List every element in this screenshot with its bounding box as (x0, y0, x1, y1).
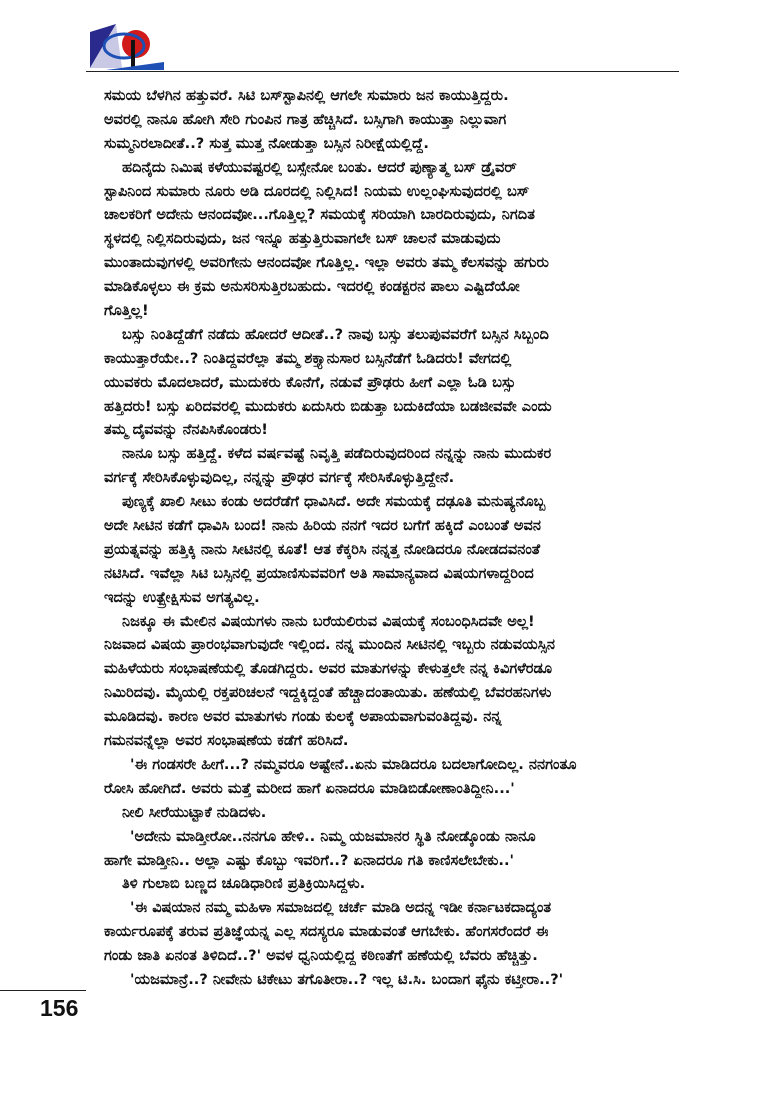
text-line: ಕಾಯುತ್ತಾರೆಯೇ..? ನಿಂತಿದ್ದವರೆಲ್ಲಾ ತಮ್ಮ ಶಕ್ತ್ಯಾನುಸಾರ ಬಸ್ಸಿನೆಡೆಗೆ ಓಡಿದರು! ವೇಗದಲ್ಲಿ (104, 349, 512, 367)
text-line: ವರ್ಗಕ್ಕೆ ಸೇರಿಸಿಕೊಳ್ಳುವುದಿಲ್ಲ, ನನ್ನನ್ನು ಪ್ರೌಢರ ವರ್ಗಕ್ಕೆ ಸೇರಿಸಿಕೊಳ್ಳುತ್ತಿದ್ದೇನೆ. (104, 469, 455, 487)
text-line: ಸಮಯ ಬೆಳಗಿನ ಹತ್ತುವರೆ. ಸಿಟಿ ಬಸ್‌ಸ್ಟಾಪಿನಲ್ಲಿ ಆಗಲೇ ಸುಮಾರು ಜನ ಕಾಯುತ್ತಿದ್ದರು. (104, 87, 509, 104)
page-number: 156 (40, 995, 79, 1021)
text-line: ಸ್ಥಳದಲ್ಲಿ ನಿಲ್ಲಿಸದಿರುವುದು, ಜನ ಇನ್ನೂ ಹತ್ತುತ್ತಿರುವಾಗಲೇ ಬಸ್ ಚಾಲನೆ ಮಾಡುವುದು (104, 230, 501, 248)
book-logo-icon (86, 22, 166, 72)
text-line: 'ಈ ವಿಷಯಾನ ನಮ್ಮ ಮಹಿಳಾ ಸಮಾಜದಲ್ಲಿ ಚರ್ಚೆ ಮಾಡಿ ಅದನ್ನ ಇಡೀ ಕರ್ನಾಟಕದಾದ್ಯಂತ (130, 899, 552, 917)
text-line: ಹಾಗೇ ಮಾಡ್ತೀನಿ.. ಅಲ್ಲಾ ಎಷ್ಟು ಕೊಬ್ಬು ಇವರಿಗೆ..? ಏನಾದರೂ ಗತಿ ಕಾಣಿಸಲೇಬೇಕು..' (104, 851, 514, 869)
text-line: ಸುಮ್ಮನಿರಲಾದೀತೆ..? ಸುತ್ತ ಮುತ್ತ ನೋಡುತ್ತಾ ಬಸ್ಸಿನ ನಿರೀಕ್ಷೆಯಲ್ಲಿದ್ದೆ. (104, 134, 429, 152)
text-line: ಮಾಡಿಕೊಳ್ಳಲು ಈ ಕ್ರಮ ಅನುಸರಿಸುತ್ತಿರಬಹುದು. ಇದರಲ್ಲಿ ಕಂಡಕ್ಟರನ ಪಾಲು ಎಷ್ಟಿದೆಯೋ (104, 278, 520, 296)
text-line: ಪ್ರಯತ್ನವನ್ನು ಹತ್ತಿಕ್ಕಿ ನಾನು ಸೀಟಿನಲ್ಲಿ ಕೂತೆ! ಆತ ಕೆಕ್ಕರಿಸಿ ನನ್ನತ್ತ ನೋಡಿದರೂ ನೋಡದವನಂತೆ (104, 540, 541, 558)
text-line: ಮಹಿಳೆಯರು ಸಂಭಾಷಣೆಯಲ್ಲಿ ತೊಡಗಿದ್ದರು. ಅವರ ಮಾತುಗಳನ್ನು ಕೇಳುತ್ತಲೇ ನನ್ನ ಕಿವಿಗಳೆರಡೂ (104, 660, 553, 678)
header-rule (86, 71, 679, 72)
text-line: 'ಈ ಗಂಡಸರೇ ಹೀಗೆ...? ನಮ್ಮವರೂ ಅಷ್ಟೇನೆ..ಏನು ಮಾಡಿದರೂ ಬದಲಾಗೋದಿಲ್ಲ. ನನಗಂತೂ (130, 755, 577, 773)
text-line: ನಿಜಕ್ಕೂ ಈ ಮೇಲಿನ ವಿಷಯಗಳು ನಾನು ಬರೆಯಲಿರುವ ವಿಷಯಕ್ಕೆ ಸಂಬಂಧಿಸಿದವೇ ಅಲ್ಲ! (122, 612, 535, 630)
text-line: ನಿಮಿರಿದವು. ಮೈಯಲ್ಲಿ ರಕ್ತಪರಿಚಲನೆ ಇದ್ದಕ್ಕಿದ್ದಂತೆ ಹೆಚ್ಚಾದಂತಾಯಿತು. ಹಣೆಯಲ್ಲಿ ಬೆವರಹನಿಗಳು (104, 684, 552, 702)
text-line: ಅದೇ ಸೀಟಿನ ಕಡೆಗೆ ಧಾವಿಸಿ ಬಂದ! ನಾನು ಹಿರಿಯ ನನಗೆ ಇದರ ಬಗೆಗೆ ಹಕ್ಕಿದೆ ಎಂಬಂತೆ ಅವನ (104, 517, 541, 535)
text-line: ಗೊತ್ತಿಲ್ಲ! (104, 302, 149, 320)
text-line: ಕಾರ್ಯರೂಪಕ್ಕೆ ತರುವ ಪ್ರತಿಜ್ಞೆಯನ್ನ ಎಲ್ಲ ಸದಸ್ಯರೂ ಮಾಡುವಂತೆ ಆಗಬೇಕು. ಹೆಂಗಸರೆಂದರೆ ಈ (104, 923, 549, 941)
text-line: ಹದಿನೈದು ನಿಮಿಷ ಕಳೆಯುವಷ್ಟರಲ್ಲಿ ಬಸ್ಸೇನೋ ಬಂತು. ಆದರೆ ಪುಣ್ಯಾತ್ಮ ಬಸ್ ಡ್ರೈವರ್ (122, 158, 517, 176)
book-logo (86, 22, 166, 72)
text-line: ರೋಸಿ ಹೋಗಿದೆ. ಅವರು ಮತ್ತೆ ಮರೀದ ಹಾಗೆ ಏನಾದರೂ ಮಾಡಿಬಿಡೋಣಾಂತಿದ್ದೀನಿ...' (104, 779, 515, 797)
text-line: ತಮ್ಮ ದೈವವನ್ನು ನೆನಪಿಸಿಕೊಂಡರು! (104, 421, 268, 439)
text-line: 'ಯಜಮಾನ್ರೆ..? ನೀವೇನು ಟಿಕೇಟು ತಗೊತೀರಾ..? ಇಲ್ಲ ಟಿ.ಸಿ. ಬಂದಾಗ ಫೈನು ಕಟ್ತೀರಾ..?' (130, 970, 564, 988)
text-line: ನೀಲಿ ಸೀರೆಯುಟ್ಟಾಕೆ ನುಡಿದಳು. (122, 803, 267, 821)
text-line: ಬಸ್ಸು ನಿಂತಿದ್ದೆಡೆಗೆ ನಡೆದು ಹೋದರೆ ಆದೀತೆ..? ನಾವು ಬಸ್ಸು ತಲುಪುವವರೆಗೆ ಬಸ್ಸಿನ ಸಿಬ್ಬಂದಿ (122, 325, 549, 343)
text-line: ಹತ್ತಿದರು! ಬಸ್ಸು ಏರಿದವರಲ್ಲಿ ಮುದುಕರು ಏದುಸಿರು ಬಿಡುತ್ತಾ ಬದುಕಿದೆಯಾ ಬಡಜೀವವೇ ಎಂದು (104, 397, 552, 415)
text-line: ತಿಳಿ ಗುಲಾಬಿ ಬಣ್ಣದ ಚೂಡಿಧಾರಿಣಿ ಪ್ರತಿಕ್ರಿಯಿಸಿದ್ದಳು. (122, 875, 366, 893)
text-line: ನಟಿಸಿದೆ. ಇವೆಲ್ಲಾ ಸಿಟಿ ಬಸ್ಸಿನಲ್ಲಿ ಪ್ರಯಾಣಿಸುವವರಿಗೆ ಅತಿ ಸಾಮಾನ್ಯವಾದ ವಿಷಯಗಳಾದ್ದರಿಂದ (104, 564, 534, 582)
text-line: ಪುಣ್ಯಕ್ಕೆ ಖಾಲಿ ಸೀಟು ಕಂಡು ಅದರೆಡೆಗೆ ಧಾವಿಸಿದೆ. ಅದೇ ಸಮಯಕ್ಕೆ ದಢೂತಿ ಮನುಷ್ಯನೊಬ್ಬ (122, 493, 546, 511)
text-line: ಇದನ್ನು ಉತ್ಪ್ರೇಕ್ಷಿಸುವ ಅಗತ್ಯವಿಲ್ಲ. (104, 588, 260, 606)
text-line: ಸ್ಟಾಪಿನಿಂದ ಸುಮಾರು ನೂರು ಅಡಿ ದೂರದಲ್ಲಿ ನಿಲ್ಲಿಸಿದ! ನಿಯಮ ಉಲ್ಲಂಘಿಸುವುದರಲ್ಲಿ ಬಸ್ (104, 182, 530, 200)
text-line: ಅವರಲ್ಲಿ ನಾನೂ ಹೋಗಿ ಸೇರಿ ಗುಂಪಿನ ಗಾತ್ರ ಹೆಚ್ಚಿಸಿದೆ. ಬಸ್ಸಿಗಾಗಿ ಕಾಯುತ್ತಾ ನಿಲ್ಲುವಾಗ (104, 110, 507, 128)
text-line: ಮೂಡಿದವು. ಕಾರಣ ಅವರ ಮಾತುಗಳು ಗಂಡು ಕುಲಕ್ಕೆ ಅಪಾಯವಾಗುವಂತಿದ್ದವು. ನನ್ನ (104, 708, 502, 726)
text-line: ಗಂಡು ಜಾತಿ ಏನಂತ ತಿಳಿದಿದೆ..?' ಅವಳ ಧ್ವನಿಯಲ್ಲಿದ್ದ ಕಠಿಣತೆಗೆ ಹಣೆಯಲ್ಲಿ ಬೆವರು ಹೆಚ್ಚಿತ್ತು. (104, 947, 538, 965)
text-line: ನಾನೂ ಬಸ್ಸು ಹತ್ತಿದ್ದೆ. ಕಳೆದ ವರ್ಷವಷ್ಟೆ ನಿವೃತ್ತಿ ಪಡೆದಿರುವುದರಿಂದ ನನ್ನನ್ನು ನಾನು ಮುದುಕರ (122, 445, 552, 463)
text-line: ಮುಂತಾದುವುಗಳಲ್ಲಿ ಅವರಿಗೇನು ಆನಂದವೋ ಗೊತ್ತಿಲ್ಲ. ಇಲ್ಲಾ ಅವರು ತಮ್ಮ ಕೆಲಸವನ್ನು ಹಗುರು (104, 254, 549, 272)
text-line: ಚಾಲಕರಿಗೆ ಅದೇನು ಆನಂದವೋ...ಗೊತ್ತಿಲ್ಲ? ಸಮಯಕ್ಕೆ ಸರಿಯಾಗಿ ಬಾರದಿರುವುದು, ನಿಗದಿತ (104, 206, 535, 224)
text-line: ಯುವಕರು ಮೊದಲಾದರೆ, ಮುದುಕರು ಕೊನೆಗೆ, ನಡುವೆ ಪ್ರೌಢರು ಹೀಗೆ ಎಲ್ಲಾ ಓಡಿ ಬಸ್ಸು (104, 373, 516, 391)
text-line: ಗಮನವನ್ನೆಲ್ಲಾ ಅವರ ಸಂಭಾಷಣೆಯ ಕಡೆಗೆ ಹರಿಸಿದೆ. (104, 732, 349, 750)
text-line: ನಿಜವಾದ ವಿಷಯ ಪ್ರಾರಂಭವಾಗುವುದೇ ಇಲ್ಲಿಂದ. ನನ್ನ ಮುಂದಿನ ಸೀಟಿನಲ್ಲಿ ಇಬ್ಬರು ನಡುವಯಸ್ಸಿನ (104, 636, 555, 654)
body-text (104, 84, 679, 992)
footer-rule (0, 990, 86, 991)
text-line: 'ಅದೇನು ಮಾಡ್ತೀರೋ..ನನಗೂ ಹೇಳಿ.. ನಿಮ್ಮ ಯಜಮಾನರ ಸ್ಥಿತಿ ನೋಡ್ಕೊಂಡು ನಾನೂ (130, 827, 536, 845)
